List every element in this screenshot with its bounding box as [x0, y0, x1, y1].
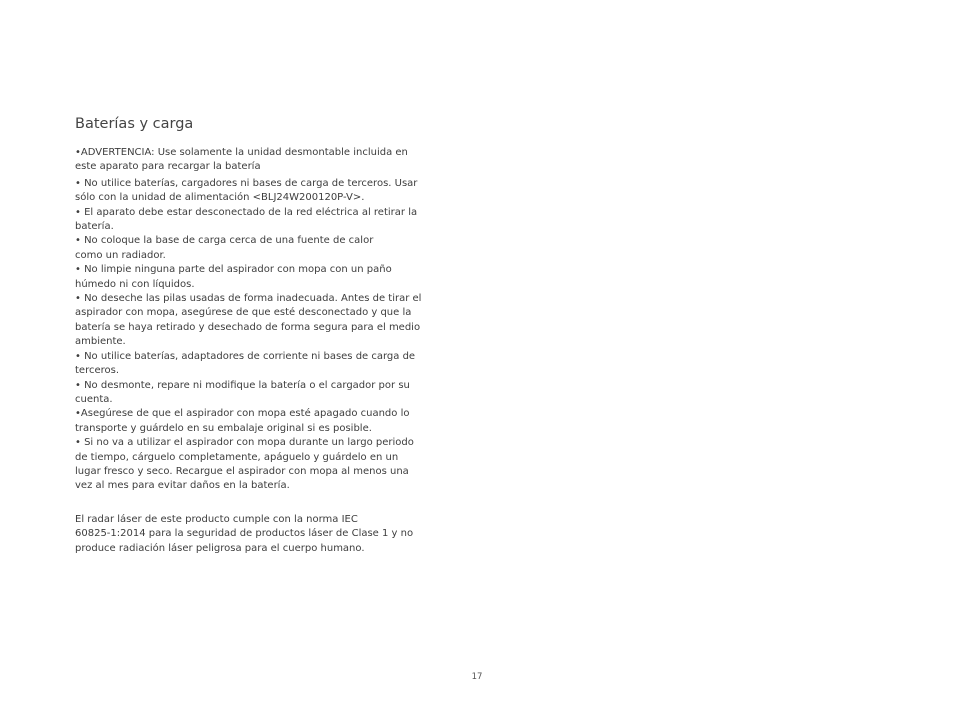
- list-item: • No coloque la base de carga cerca de una fuente de calor como un radiador.: [75, 235, 374, 261]
- list-item: • No deseche las pilas usadas de forma inadecuada. Antes de tirar el aspirador con mopa, asegúrese de que esté desconectado y que la batería se haya retirado y desechado de forma segura para el medio ambiente.: [75, 293, 422, 348]
- list-item: • Si no va a utilizar el aspirador con mopa durante un largo periodo de tiempo, cárguelo completamente, apáguelo y guárdelo en un lugar fresco y seco. Recargue el aspirador con mopa al menos una vez al mes para evitar daños en la batería.: [75, 437, 414, 492]
- battery-section: [75, 114, 447, 556]
- list-item: • No utilice baterías, adaptadores de corriente ni bases de carga de terceros.: [75, 350, 416, 377]
- list-item: • El aparato debe estar desconectado de la red eléctrica al retirar la batería.: [75, 206, 418, 233]
- list-item: • No desmonte, repare ni modifique la batería o el cargador por su cuenta.: [75, 379, 410, 405]
- list-item: • No limpie ninguna parte del aspirador con mopa con un paño húmedo ni con líquidos.: [75, 264, 392, 290]
- list-item: •Asegúrese de que el aspirador con mopa esté apagado cuando lo transporte y guárdelo en su embalaje original si es posible.: [75, 408, 410, 434]
- page-number: 17: [471, 672, 483, 682]
- laser-compliance-note: El radar láser de este producto cumple con la norma IEC 60825-1:2014 para la seguridad de productos láser de Clase 1 y no produce radiación láser peligrosa para el cuerpo humano.: [75, 513, 414, 554]
- warning-item: •ADVERTENCIA: Use solamente la unidad desmontable incluida en este aparato para recargar la batería: [75, 147, 408, 173]
- list-item: • No utilice baterías, cargadores ni bases de carga de terceros. Usar sólo con la unidad de alimentación <BLJ24W200120P-V>.: [75, 177, 418, 204]
- section-heading: Baterías y carga: [75, 116, 194, 132]
